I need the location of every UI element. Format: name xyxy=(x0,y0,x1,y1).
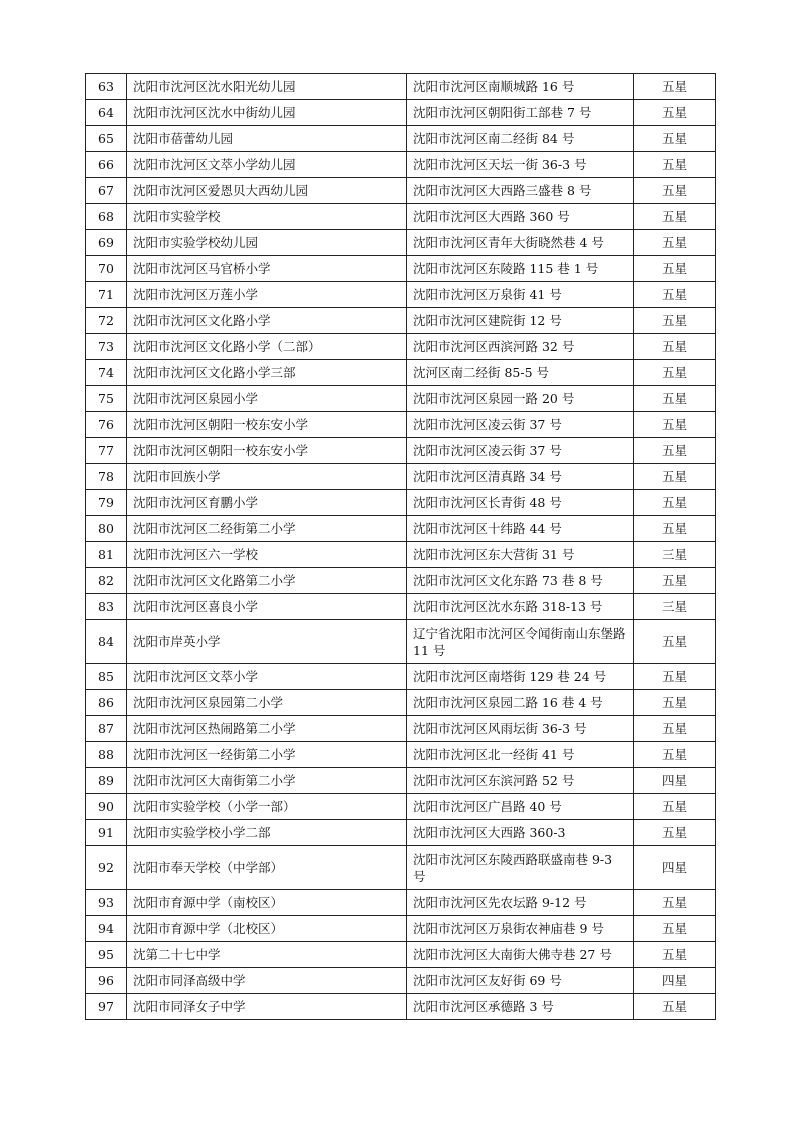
address-cell: 沈阳市沈河区文化东路 73 巷 8 号 xyxy=(407,568,634,594)
address-cell: 沈阳市沈河区西滨河路 32 号 xyxy=(407,334,634,360)
row-number-cell: 81 xyxy=(86,542,127,568)
row-number-cell: 87 xyxy=(86,716,127,742)
table-row xyxy=(86,690,716,716)
address-cell: 沈阳市沈河区大西路三盛巷 8 号 xyxy=(407,178,634,204)
address-cell: 沈阳市沈河区天坛一街 36-3 号 xyxy=(407,152,634,178)
school-name-cell: 沈阳市同泽女子中学 xyxy=(127,994,407,1020)
school-name-cell: 沈阳市奉天学校（中学部） xyxy=(127,846,407,890)
rating-cell: 五星 xyxy=(634,742,716,768)
school-name-cell: 沈阳市实验学校 xyxy=(127,204,407,230)
table-row xyxy=(86,942,716,968)
rating-cell: 五星 xyxy=(634,464,716,490)
table-row xyxy=(86,916,716,942)
rating-cell: 五星 xyxy=(634,490,716,516)
rating-cell: 四星 xyxy=(634,846,716,890)
address-cell: 沈阳市沈河区风雨坛街 36-3 号 xyxy=(407,716,634,742)
rating-cell: 五星 xyxy=(634,890,716,916)
school-name-cell: 沈阳市沈河区万莲小学 xyxy=(127,282,407,308)
table-row xyxy=(86,438,716,464)
table-row xyxy=(86,890,716,916)
school-name-cell: 沈阳市岸英小学 xyxy=(127,620,407,664)
school-name-cell: 沈阳市沈河区文化路小学（二部） xyxy=(127,334,407,360)
row-number-cell: 76 xyxy=(86,412,127,438)
row-number-cell: 74 xyxy=(86,360,127,386)
table-row xyxy=(86,542,716,568)
address-cell: 沈阳市沈河区北一经街 41 号 xyxy=(407,742,634,768)
table-row xyxy=(86,464,716,490)
table-row xyxy=(86,282,716,308)
school-name-cell: 沈阳市沈河区沈水阳光幼儿园 xyxy=(127,74,407,100)
address-cell: 沈阳市沈河区清真路 34 号 xyxy=(407,464,634,490)
address-cell: 沈阳市沈河区承德路 3 号 xyxy=(407,994,634,1020)
row-number-cell: 71 xyxy=(86,282,127,308)
rating-cell: 三星 xyxy=(634,594,716,620)
rating-cell: 五星 xyxy=(634,916,716,942)
rating-cell: 五星 xyxy=(634,334,716,360)
school-name-cell: 沈阳市沈河区喜良小学 xyxy=(127,594,407,620)
row-number-cell: 91 xyxy=(86,820,127,846)
row-number-cell: 63 xyxy=(86,74,127,100)
school-name-cell: 沈阳市沈河区泉园第二小学 xyxy=(127,690,407,716)
rating-cell: 五星 xyxy=(634,74,716,100)
school-name-cell: 沈阳市沈河区六一学校 xyxy=(127,542,407,568)
row-number-cell: 94 xyxy=(86,916,127,942)
rating-cell: 四星 xyxy=(634,968,716,994)
school-name-cell: 沈阳市沈河区泉园小学 xyxy=(127,386,407,412)
school-name-cell: 沈阳市沈河区育鹏小学 xyxy=(127,490,407,516)
table-row xyxy=(86,568,716,594)
address-cell: 沈阳市沈河区万泉街农神庙巷 9 号 xyxy=(407,916,634,942)
rating-cell: 五星 xyxy=(634,100,716,126)
rating-cell: 五星 xyxy=(634,386,716,412)
school-name-cell: 沈阳市沈河区大南街第二小学 xyxy=(127,768,407,794)
rating-cell: 五星 xyxy=(634,568,716,594)
rating-cell: 五星 xyxy=(634,516,716,542)
address-cell: 沈河区南二经街 85-5 号 xyxy=(407,360,634,386)
table-row xyxy=(86,100,716,126)
row-number-cell: 88 xyxy=(86,742,127,768)
row-number-cell: 96 xyxy=(86,968,127,994)
row-number-cell: 95 xyxy=(86,942,127,968)
table-row xyxy=(86,386,716,412)
table-row xyxy=(86,820,716,846)
row-number-cell: 77 xyxy=(86,438,127,464)
rating-cell: 五星 xyxy=(634,308,716,334)
table-row xyxy=(86,360,716,386)
address-cell: 沈阳市沈河区东陵西路联盛南巷 9-3 号 xyxy=(407,846,634,890)
school-name-cell: 沈阳市沈河区文化路第二小学 xyxy=(127,568,407,594)
school-name-cell: 沈阳市蓓蕾幼儿园 xyxy=(127,126,407,152)
address-cell: 沈阳市沈河区东陵路 115 巷 1 号 xyxy=(407,256,634,282)
row-number-cell: 83 xyxy=(86,594,127,620)
rating-cell: 五星 xyxy=(634,716,716,742)
row-number-cell: 70 xyxy=(86,256,127,282)
table-row xyxy=(86,768,716,794)
school-name-cell: 沈阳市实验学校小学二部 xyxy=(127,820,407,846)
address-cell: 沈阳市沈河区大西路 360 号 xyxy=(407,204,634,230)
school-name-cell: 沈阳市沈河区朝阳一校东安小学 xyxy=(127,412,407,438)
address-cell: 沈阳市沈河区沈水东路 318-13 号 xyxy=(407,594,634,620)
school-name-cell: 沈阳市同泽高级中学 xyxy=(127,968,407,994)
rating-cell: 五星 xyxy=(634,690,716,716)
table-row xyxy=(86,994,716,1020)
rating-cell: 五星 xyxy=(634,282,716,308)
address-cell: 沈阳市沈河区大南街大佛寺巷 27 号 xyxy=(407,942,634,968)
table-row xyxy=(86,334,716,360)
row-number-cell: 73 xyxy=(86,334,127,360)
address-cell: 沈阳市沈河区东滨河路 52 号 xyxy=(407,768,634,794)
row-number-cell: 82 xyxy=(86,568,127,594)
rating-cell: 五星 xyxy=(634,620,716,664)
table-row xyxy=(86,846,716,890)
rating-cell: 五星 xyxy=(634,820,716,846)
table-row xyxy=(86,490,716,516)
row-number-cell: 79 xyxy=(86,490,127,516)
row-number-cell: 93 xyxy=(86,890,127,916)
row-number-cell: 75 xyxy=(86,386,127,412)
address-cell: 沈阳市沈河区建院街 12 号 xyxy=(407,308,634,334)
school-name-cell: 沈阳市沈河区文萃小学幼儿园 xyxy=(127,152,407,178)
row-number-cell: 90 xyxy=(86,794,127,820)
school-name-cell: 沈阳市实验学校（小学一部） xyxy=(127,794,407,820)
rating-cell: 五星 xyxy=(634,794,716,820)
address-cell: 沈阳市沈河区十纬路 44 号 xyxy=(407,516,634,542)
school-name-cell: 沈阳市沈河区文萃小学 xyxy=(127,664,407,690)
row-number-cell: 67 xyxy=(86,178,127,204)
school-name-cell: 沈阳市沈河区沈水中街幼儿园 xyxy=(127,100,407,126)
row-number-cell: 85 xyxy=(86,664,127,690)
address-cell: 沈阳市沈河区南塔街 129 巷 24 号 xyxy=(407,664,634,690)
school-name-cell: 沈阳市沈河区文化路小学三部 xyxy=(127,360,407,386)
school-name-cell: 沈阳市育源中学（南校区） xyxy=(127,890,407,916)
rating-cell: 五星 xyxy=(634,994,716,1020)
table-row xyxy=(86,716,716,742)
table-row xyxy=(86,308,716,334)
table-row xyxy=(86,74,716,100)
row-number-cell: 80 xyxy=(86,516,127,542)
rating-cell: 五星 xyxy=(634,412,716,438)
address-cell: 沈阳市沈河区长青街 48 号 xyxy=(407,490,634,516)
table-row xyxy=(86,256,716,282)
address-cell: 沈阳市沈河区朝阳街工部巷 7 号 xyxy=(407,100,634,126)
table-row xyxy=(86,126,716,152)
row-number-cell: 66 xyxy=(86,152,127,178)
address-cell: 沈阳市沈河区友好街 69 号 xyxy=(407,968,634,994)
row-number-cell: 68 xyxy=(86,204,127,230)
table-row xyxy=(86,516,716,542)
row-number-cell: 89 xyxy=(86,768,127,794)
row-number-cell: 92 xyxy=(86,846,127,890)
table-body xyxy=(86,74,716,1020)
address-cell: 沈阳市沈河区万泉街 41 号 xyxy=(407,282,634,308)
school-name-cell: 沈阳市实验学校幼儿园 xyxy=(127,230,407,256)
school-name-cell: 沈阳市沈河区文化路小学 xyxy=(127,308,407,334)
school-name-cell: 沈阳市沈河区朝阳一校东安小学 xyxy=(127,438,407,464)
address-cell: 沈阳市沈河区泉园二路 16 巷 4 号 xyxy=(407,690,634,716)
address-cell: 沈阳市沈河区广昌路 40 号 xyxy=(407,794,634,820)
address-cell: 辽宁省沈阳市沈河区令闻街南山东堡路 11 号 xyxy=(407,620,634,664)
address-cell: 沈阳市沈河区南二经街 84 号 xyxy=(407,126,634,152)
table-row xyxy=(86,178,716,204)
school-name-cell: 沈阳市沈河区二经街第二小学 xyxy=(127,516,407,542)
table-row xyxy=(86,620,716,664)
rating-cell: 五星 xyxy=(634,230,716,256)
address-cell: 沈阳市沈河区凌云街 37 号 xyxy=(407,412,634,438)
row-number-cell: 84 xyxy=(86,620,127,664)
address-cell: 沈阳市沈河区凌云街 37 号 xyxy=(407,438,634,464)
row-number-cell: 72 xyxy=(86,308,127,334)
rating-cell: 五星 xyxy=(634,152,716,178)
rating-cell: 四星 xyxy=(634,768,716,794)
row-number-cell: 78 xyxy=(86,464,127,490)
school-rating-table xyxy=(85,73,716,1020)
rating-cell: 三星 xyxy=(634,542,716,568)
row-number-cell: 69 xyxy=(86,230,127,256)
address-cell: 沈阳市沈河区南顺城路 16 号 xyxy=(407,74,634,100)
table-row xyxy=(86,412,716,438)
address-cell: 沈阳市沈河区先农坛路 9-12 号 xyxy=(407,890,634,916)
school-name-cell: 沈阳市回族小学 xyxy=(127,464,407,490)
address-cell: 沈阳市沈河区大西路 360-3 xyxy=(407,820,634,846)
row-number-cell: 86 xyxy=(86,690,127,716)
rating-cell: 五星 xyxy=(634,126,716,152)
row-number-cell: 97 xyxy=(86,994,127,1020)
table-row xyxy=(86,230,716,256)
row-number-cell: 64 xyxy=(86,100,127,126)
school-name-cell: 沈阳市沈河区一经街第二小学 xyxy=(127,742,407,768)
table-row xyxy=(86,204,716,230)
table-row xyxy=(86,968,716,994)
address-cell: 沈阳市沈河区东大营街 31 号 xyxy=(407,542,634,568)
rating-cell: 五星 xyxy=(634,664,716,690)
school-name-cell: 沈阳市育源中学（北校区） xyxy=(127,916,407,942)
table-row xyxy=(86,152,716,178)
row-number-cell: 65 xyxy=(86,126,127,152)
table-row xyxy=(86,594,716,620)
address-cell: 沈阳市沈河区泉园一路 20 号 xyxy=(407,386,634,412)
table-row xyxy=(86,664,716,690)
school-name-cell: 沈阳市沈河区热闹路第二小学 xyxy=(127,716,407,742)
rating-cell: 五星 xyxy=(634,438,716,464)
rating-cell: 五星 xyxy=(634,360,716,386)
rating-cell: 五星 xyxy=(634,204,716,230)
school-name-cell: 沈第二十七中学 xyxy=(127,942,407,968)
table-row xyxy=(86,794,716,820)
school-name-cell: 沈阳市沈河区爱恩贝大西幼儿园 xyxy=(127,178,407,204)
table-row xyxy=(86,742,716,768)
school-name-cell: 沈阳市沈河区马官桥小学 xyxy=(127,256,407,282)
rating-cell: 五星 xyxy=(634,942,716,968)
rating-cell: 五星 xyxy=(634,178,716,204)
rating-cell: 五星 xyxy=(634,256,716,282)
address-cell: 沈阳市沈河区青年大街晓然巷 4 号 xyxy=(407,230,634,256)
